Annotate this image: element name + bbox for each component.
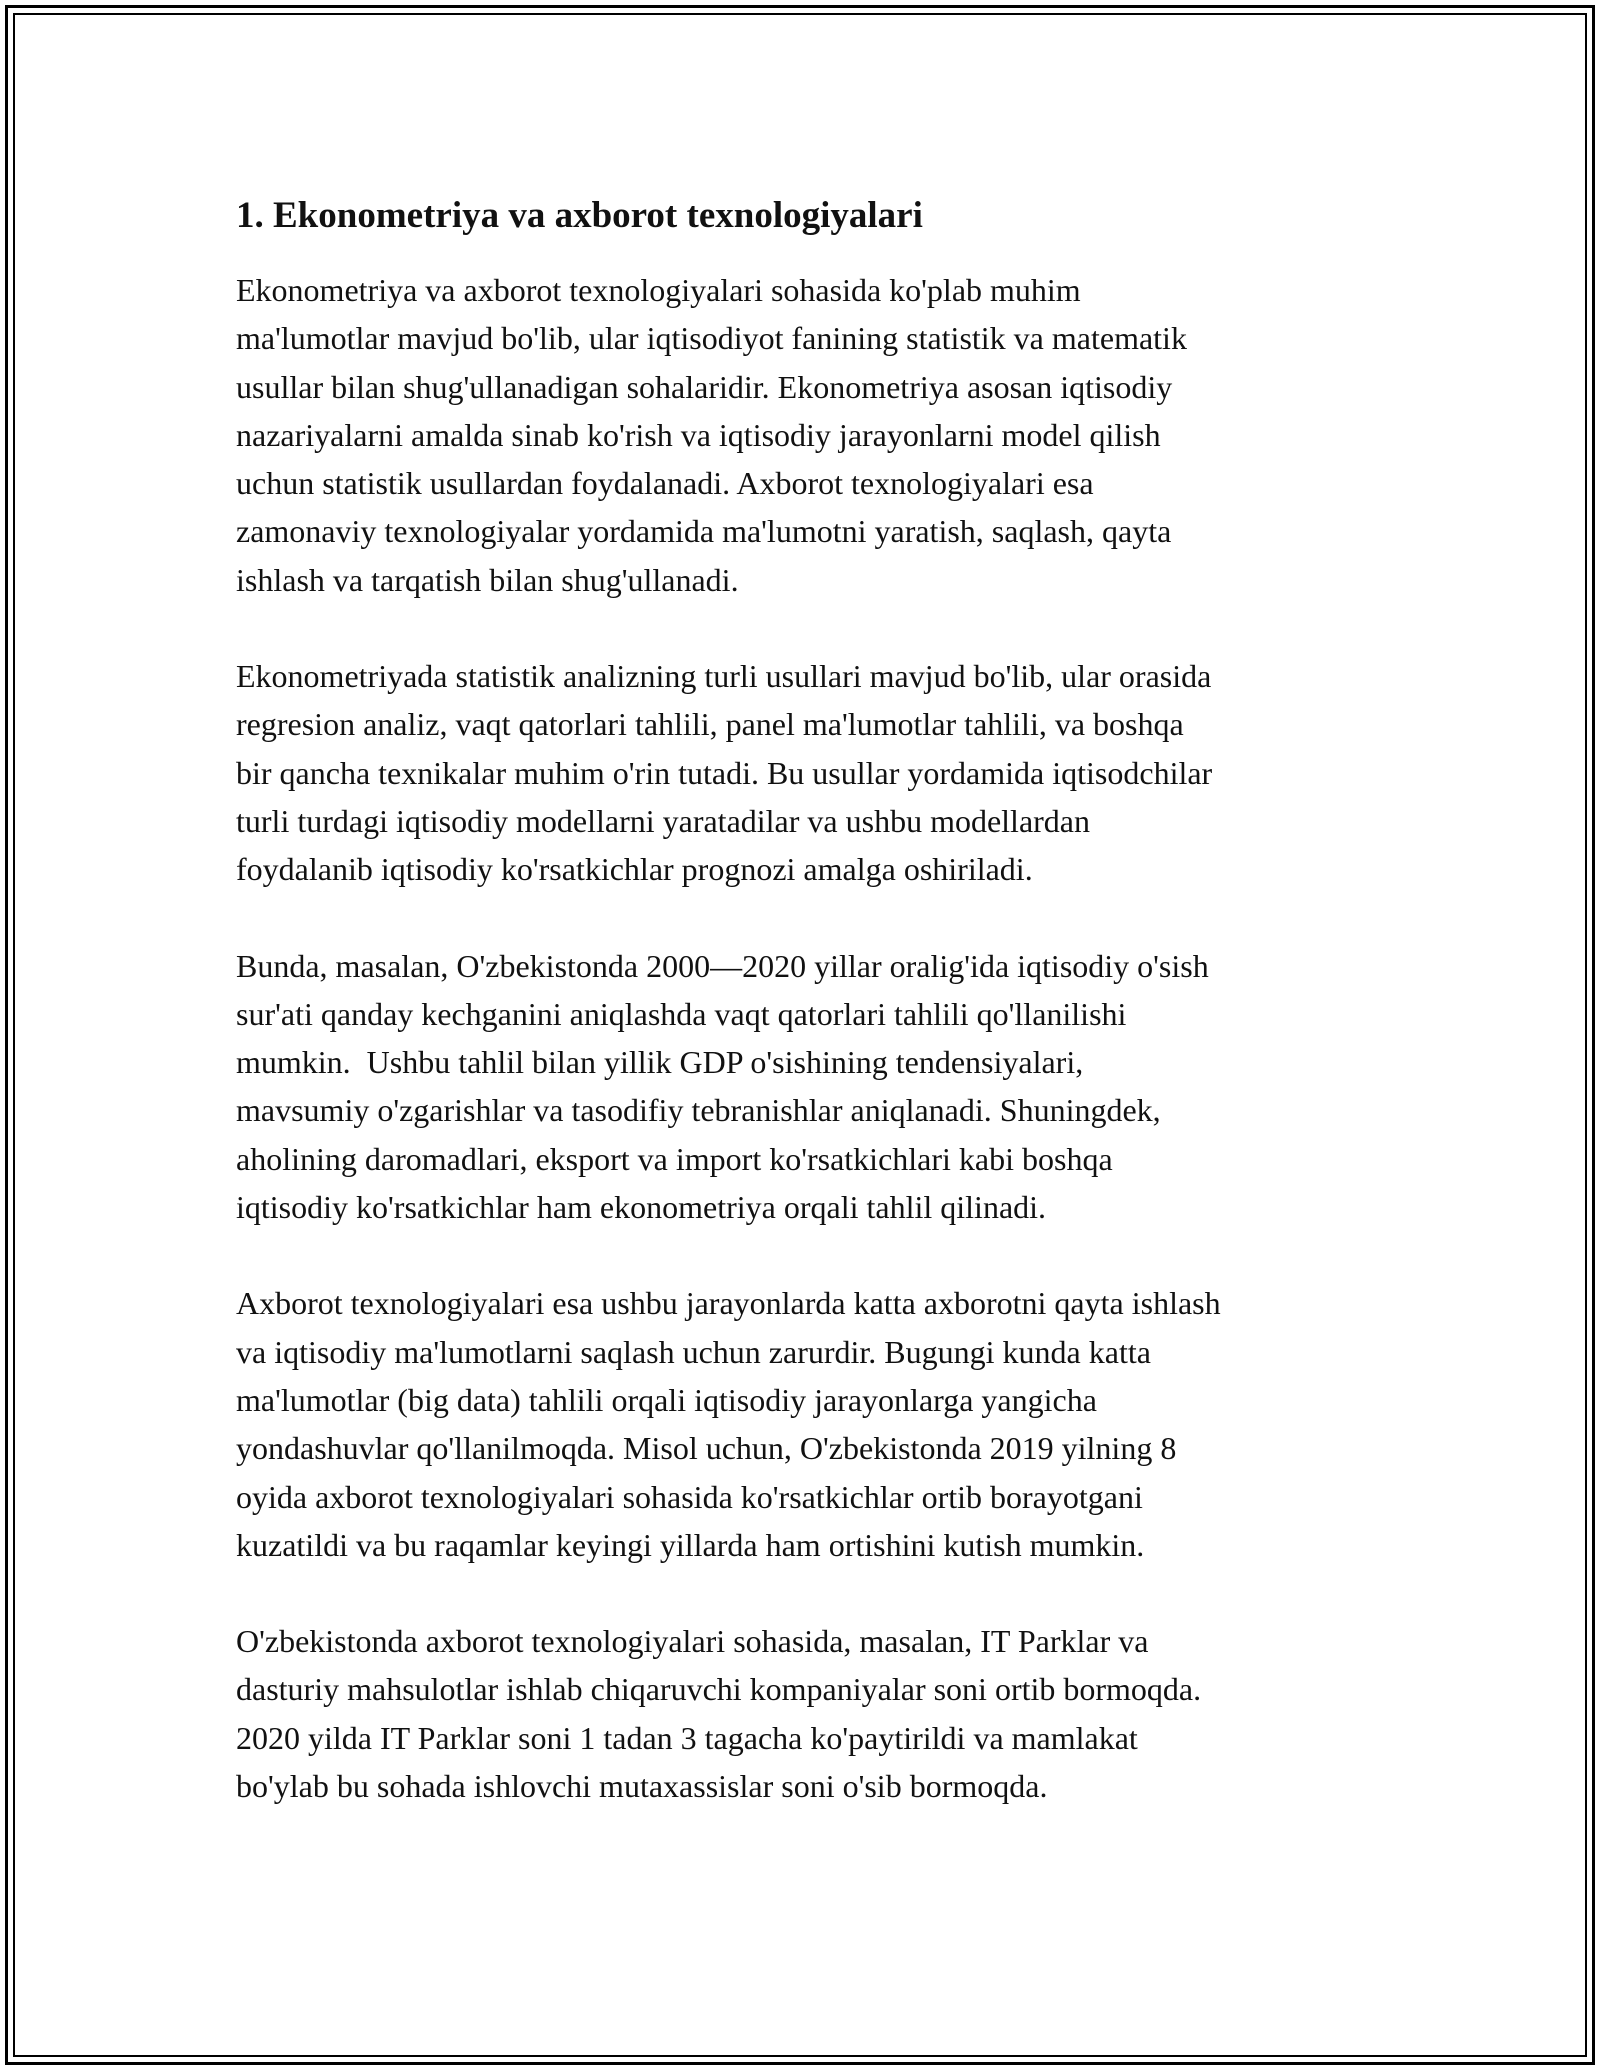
paragraph-line: va iqtisodiy ma'lumotlarni saqlash uchun zarurdir. Bugungi kunda katta [236, 1333, 1151, 1370]
paragraph-line: kuzatildi va bu raqamlar keyingi yillarda ham ortishini kutish mumkin. [236, 1526, 1145, 1563]
paragraph-line: usullar bilan shug'ullanadigan sohalaridir. Ekonometriya asosan iqtisodiy [236, 368, 1173, 405]
paragraph-line: Ekonometriya va axborot texnologiyalari sohasida ko'plab muhim [236, 272, 1081, 308]
paragraph-line: aholining daromadlari, eksport va import ko'rsatkichlari kabi boshqa [236, 1140, 1113, 1177]
paragraph-line: uchun statistik usullardan foydalanadi. Axborot texnologiyalari esa [236, 465, 1094, 502]
section-heading: 1. Ekonometriya va axborot texnologiyalari [236, 195, 923, 236]
paragraph-line: mumkin. Ushbu tahlil bilan yillik GDP o'sishining tendensiyalari, [236, 1044, 1084, 1081]
paragraph-line: oyida axborot texnologiyalari sohasida ko'rsatkichlar ortib borayotgani [236, 1478, 1143, 1515]
paragraph-line: zamonaviy texnologiyalar yordamida ma'lumotni yaratish, saqlash, qayta [236, 513, 1172, 550]
paragraph-line: bir qancha texnikalar muhim o'rin tutadi. Bu usullar yordamida iqtisodchilar [236, 754, 1213, 791]
paragraph-line: Ekonometriyada statistik analizning turli usullari mavjud bo'lib, ular orasida [236, 658, 1212, 695]
paragraph-line: Axborot texnologiyalari esa ushbu jarayonlarda katta axborotni qayta ishlash [236, 1285, 1221, 1322]
paragraph-5 [236, 1617, 1376, 1810]
paragraph-line: Bunda, masalan, O'zbekistonda 2000—2020 yillar oralig'ida iqtisodiy o'sish [236, 947, 1209, 984]
paragraph-line: 2020 yilda IT Parklar soni 1 tadan 3 tagacha ko'paytirildi va mamlakat [236, 1719, 1138, 1756]
paragraph-line: ma'lumotlar mavjud bo'lib, ular iqtisodiyot fanining statistik va matematik [236, 320, 1187, 357]
paragraph-line: turli turdagi iqtisodiy modellarni yaratadilar va ushbu modellardan [236, 802, 1090, 839]
paragraph-2 [236, 652, 1376, 893]
paragraph-line: sur'ati qanday kechganini aniqlashda vaqt qatorlari tahlili qo'llanilishi [236, 995, 1127, 1032]
paragraph-1 [236, 266, 1376, 604]
paragraph-3 [236, 942, 1376, 1232]
paragraph-line: mavsumiy o'zgarishlar va tasodifiy tebranishlar aniqlanadi. Shuningdek, [236, 1092, 1161, 1129]
paragraph-4 [236, 1279, 1376, 1569]
paragraph-line: dasturiy mahsulotlar ishlab chiqaruvchi kompaniyalar soni ortib bormoqda. [236, 1671, 1202, 1708]
paragraph-line: ma'lumotlar (big data) tahlili orqali iqtisodiy jarayonlarga yangicha [236, 1381, 1097, 1418]
paragraph-line: foydalanib iqtisodiy ko'rsatkichlar prognozi amalga oshiriladi. [236, 851, 1033, 888]
paragraph-line: ishlash va tarqatish bilan shug'ullanadi. [236, 561, 739, 598]
document-body [236, 188, 1376, 1858]
paragraph-line: O'zbekistonda axborot texnologiyalari sohasida, masalan, IT Parklar va [236, 1623, 1149, 1660]
paragraph-line: bo'ylab bu sohada ishlovchi mutaxassislar soni o'sib bormoqda. [236, 1768, 1048, 1805]
paragraph-line: yondashuvlar qo'llanilmoqda. Misol uchun, O'zbekistonda 2019 yilning 8 [236, 1430, 1177, 1467]
paragraph-line: nazariyalarni amalda sinab ko'rish va iqtisodiy jarayonlarni model qilish [236, 416, 1161, 453]
paragraph-line: regresion analiz, vaqt qatorlari tahlili, panel ma'lumotlar tahlili, va boshqa [236, 706, 1184, 743]
paragraph-line: iqtisodiy ko'rsatkichlar ham ekonometriya orqali tahlil qilinadi. [236, 1189, 1047, 1226]
